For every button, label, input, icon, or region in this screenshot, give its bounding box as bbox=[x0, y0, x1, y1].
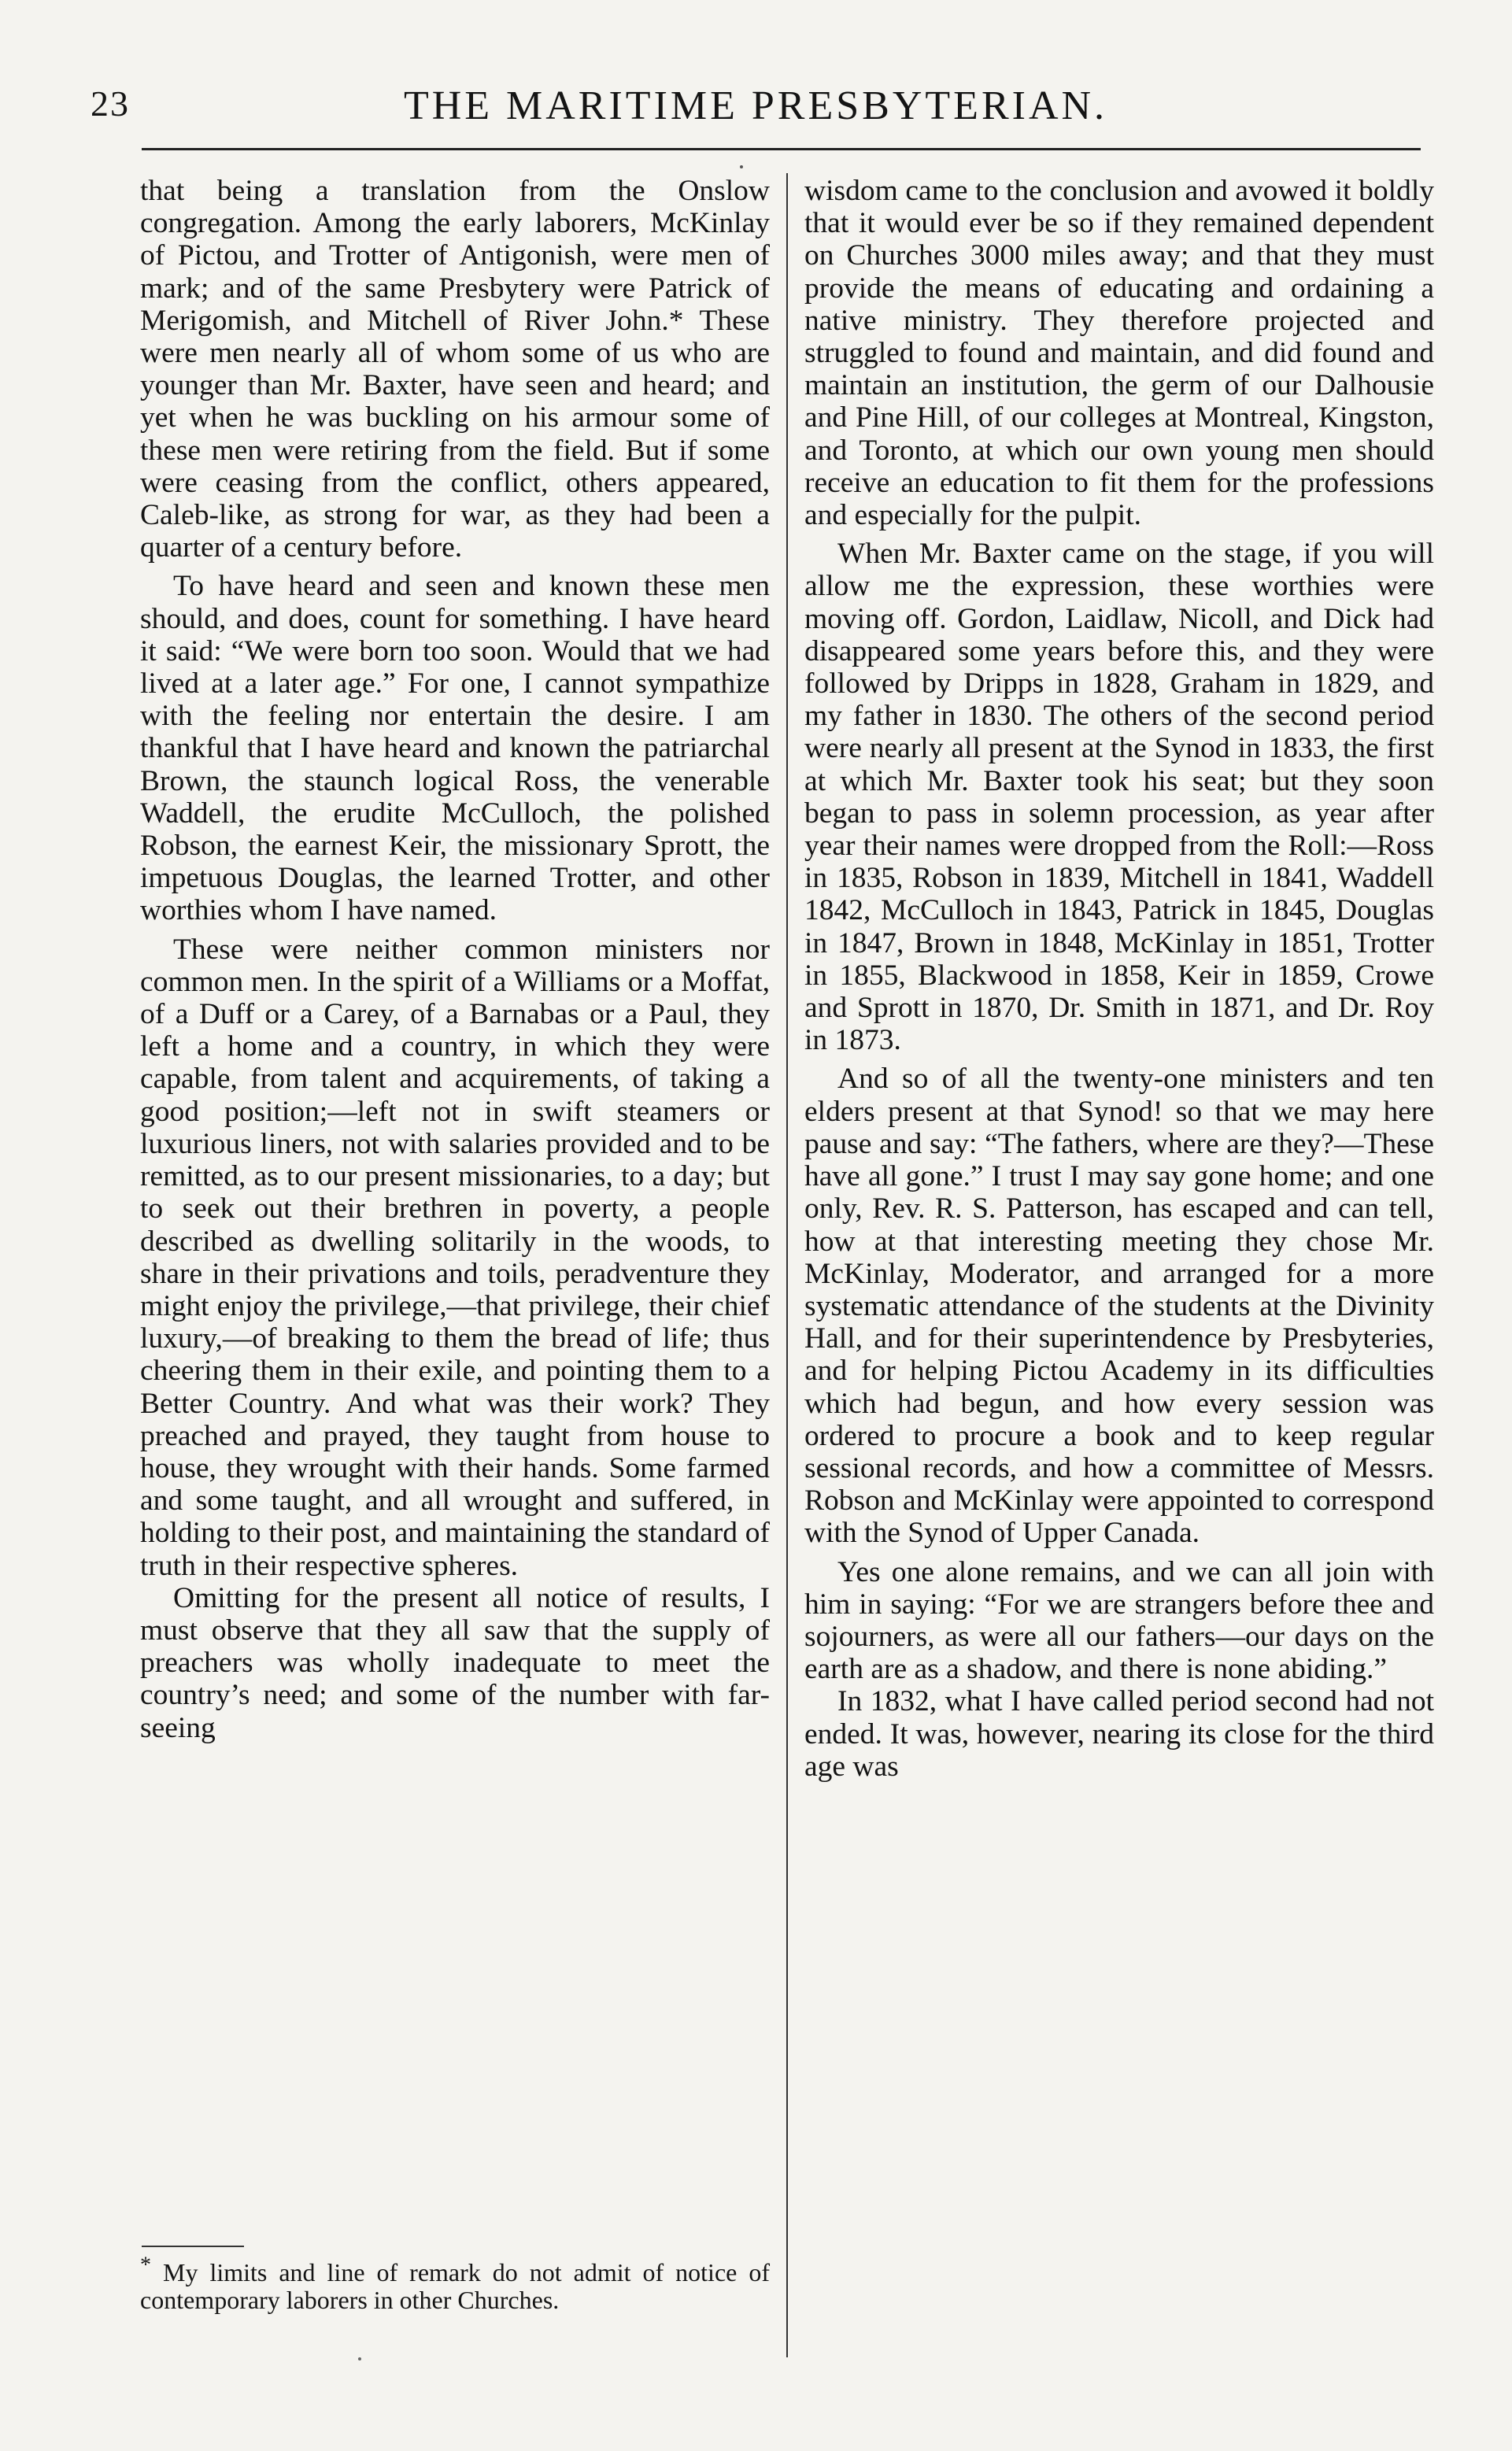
footnote bbox=[140, 2253, 771, 2314]
right-paragraph-5: In 1832, what I have called period second had not ended. It was, however, nearing its close for the third age was bbox=[804, 1685, 1434, 1783]
footnote-text: My limits and line of remark do not admit of notice of contemporary laborers in other Churches. bbox=[140, 2258, 771, 2314]
column-rule bbox=[786, 173, 788, 2357]
page-title: THE MARITIME PRESBYTERIAN. bbox=[403, 83, 1108, 128]
left-column bbox=[140, 175, 770, 1744]
right-paragraph-2: When Mr. Baxter came on the stage, if you will allow me the expression, these worthies were moving off. Gordon, Laidlaw, Nicoll, and Dick had disappeared some years before this, and they were followed by Dripps in 1828, Graham in 1829, and my father in 1830. The others of the second period were nearly all present at the Synod in 1833, the first at which Mr. Baxter took his seat; but they soon began to pass in solemn procession, as year after year their names were dropped from the Roll:—Ross in 1835, Robson in 1839, Mitchell in 1841, Waddell 1842, McCulloch in 1843, Patrick in 1845, Douglas in 1847, Brown in 1848, McKinlay in 1851, Trotter in 1855, Blackwood in 1858, Keir in 1859, Crowe and Sprott in 1870, Dr. Smith in 1871, and Dr. Roy in 1873. bbox=[804, 538, 1434, 1057]
footnote-mark: * bbox=[140, 2253, 151, 2278]
print-speck bbox=[358, 2357, 361, 2360]
right-column bbox=[804, 175, 1434, 1783]
right-paragraph-3: And so of all the twenty-one ministers and ten elders present at that Synod! so that we may here pause and say: “The fathers, where are they?—These have all gone.” I trust I may say gone home; and one only, Rev. R. S. Patterson, has escaped and can tell, how at that interesting meeting they chose Mr. McKinlay, Moderator, and arranged for a more systematic attendance of the students at the Divinity Hall, and for their superintendence by Presbyteries, and for helping Pictou Academy in its difficulties which had begun, and how every session was ordered to procure a book and to keep regular sessional records, and how a committee of Messrs. Robson and McKinlay were appointed to correspond with the Synod of Upper Canada. bbox=[804, 1063, 1434, 1550]
page-number: 23 bbox=[91, 83, 130, 124]
header-rule bbox=[142, 148, 1421, 150]
right-paragraph-1: wisdom came to the conclusion and avowed it boldly that it would ever be so if they remained dependent on Churches 3000 miles away; and that they must provide the means of educating and ordaining a native ministry. They therefore projected and struggled to found and maintain, and did found and maintain an institution, the germ of our Dalhousie and Pine Hill, of our colleges at Montreal, Kingston, and Toronto, at which our own young men should receive an education to fit them for the professions and especially for the pulpit. bbox=[804, 175, 1434, 532]
right-paragraph-4: Yes one alone remains, and we can all join with him in saying: “For we are strangers before thee and sojourners, as were all our fathers—our days on the earth are as a shadow, and there is none abiding.” bbox=[804, 1555, 1434, 1686]
left-paragraph-3: These were neither common ministers nor common men. In the spirit of a Williams or a Moffat, of a Duff or a Carey, of a Barnabas or a Paul, they left a home and a country, in which they were capable, from talent and acquirements, of taking a good position;—left not in swift steamers or luxurious liners, not with salaries provided and to be remitted, as to our present missionaries, to a day; but to seek out their brethren in poverty, a people described as dwelling solitarily in the woods, to share in their privations and toils, peradventure they might enjoy the privilege,—that privilege, their chief luxury,—of breaking to them the bread of life; thus cheering them in their exile, and pointing them to a Better Country. And what was their work? They preached and prayed, they taught from house to house, they wrought with their hands. Some farmed and some taught, and all wrought and suffered, in holding to their post, and maintaining the standard of truth in their respective spheres. bbox=[140, 933, 770, 1582]
print-speck bbox=[740, 165, 743, 168]
running-head bbox=[91, 83, 1421, 146]
left-paragraph-2: To have heard and seen and known these men should, and does, count for something. I have heard it said: “We were born too soon. Would that we had lived at a later age.” For one, I cannot sympathize with the feeling nor entertain the desire. I am thankful that I have heard and known the patriarchal Brown, the staunch logical Ross, the venerable Waddell, the erudite McCulloch, the polished Robson, the earnest Keir, the missionary Sprott, the impetuous Douglas, the learned Trotter, and other worthies whom I have named. bbox=[140, 570, 770, 927]
left-paragraph-4: Omitting for the present all notice of results, I must observe that they all saw that the supply of preachers was wholly inadequate to meet the country’s need; and some of the number with far-seeing bbox=[140, 1581, 770, 1744]
left-paragraph-1: that being a translation from the Onslow congregation. Among the early laborers, McKinlay of Pictou, and Trotter of Antigonish, were men of mark; and of the same Presbytery were Patrick of Merigomish, and Mitchell of River John.* These were men nearly all of whom some of us who are younger than Mr. Baxter, have seen and heard; and yet when he was buckling on his armour some of these men were retiring from the field. But if some were ceasing from the conflict, others appeared, Caleb-like, as strong for war, as they had been a quarter of a century before. bbox=[140, 175, 770, 564]
footnote-rule bbox=[142, 2246, 244, 2247]
